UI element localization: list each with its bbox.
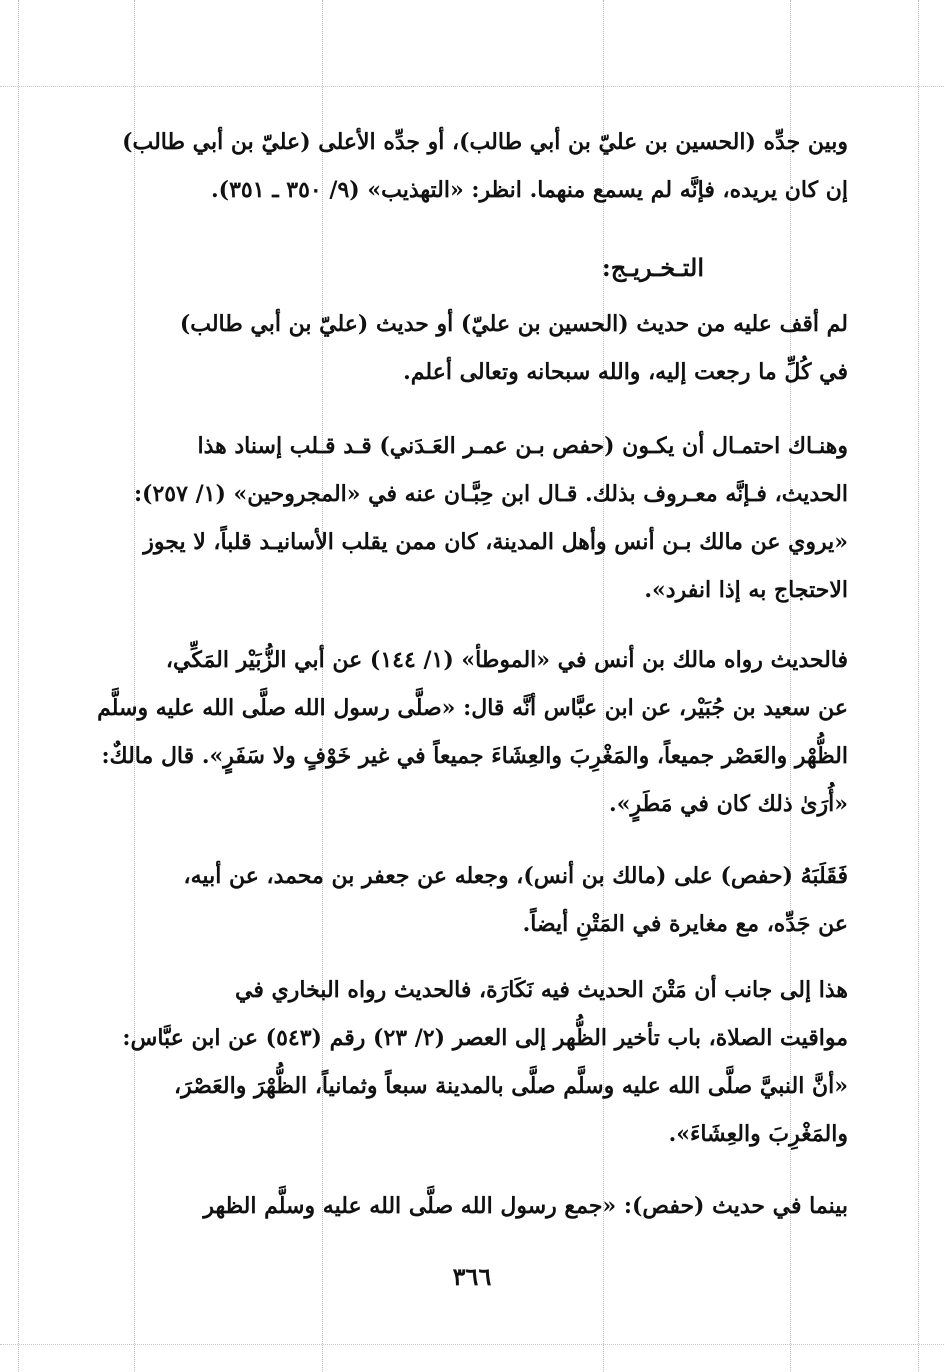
text-line: «أُرَىٰ ذلك كان في مَطَرٍ». — [609, 791, 848, 817]
text-line: الحديث، فـإنَّه معـروف بذلك. قـال ابن حِبَّـان عنه في «المجروحين» (١/ ٢٥٧): — [133, 481, 848, 507]
text-line: وهنـاك احتمـال أن يكـون (حفص بـن عمـر العَـدَني) قـد قـلب إسناد هذا — [197, 433, 848, 459]
text-line: فالحديث رواه مالك بن أنس في «الموطأ» (١/ ١٤٤) عن أبي الزُّبَيْر المَكِّي، — [165, 647, 848, 673]
text-line: هذا إلى جانب أن مَتْنَ الحديث فيه نَكَارَة، فالحديث رواه البخاري في — [235, 977, 848, 1003]
text-line: عن جَدِّه، مع مغايرة في المَتْنِ أيضاً. — [522, 911, 848, 937]
footnote-continuation — [90, 118, 848, 214]
text-line: مواقيت الصلاة، باب تأخير الظُّهر إلى العصر (٢/ ٢٣) رقم (٥٤٣) عن ابن عبَّاس: — [122, 1025, 848, 1051]
paragraph-2 — [90, 422, 848, 614]
scan-guide-line — [0, 86, 944, 87]
text-line: فَقَلَبَهُ (حفص) على (مالك بن أنس)، وجعله عن جعفر بن محمد، عن أبيه، — [183, 863, 848, 889]
page-number: ٣٦٦ — [452, 1262, 492, 1291]
paragraph-5 — [90, 966, 848, 1158]
scan-guide-line — [918, 0, 919, 1372]
paragraph-3 — [90, 636, 848, 828]
text-line: لم أقف عليه من حديث (الحسين بن عليّ) أو حديث (عليّ بن أبي طالب) — [179, 311, 848, 337]
text-line: الاحتجاج به إذا انفرد». — [644, 577, 848, 603]
text-line: بينما في حديث (حفص): «جمع رسول الله صلَّى الله عليه وسلَّم الظهر — [203, 1193, 848, 1219]
text-line: وبين جدِّه (الحسين بن عليّ بن أبي طالب)، أو جدِّه الأعلى (عليّ بن أبي طالب) — [122, 129, 848, 155]
text-line: إن كان يريده، فإنَّه لم يسمع منهما. انظر: «التهذيب» (٩/ ٣٥٠ ـ ٣٥١). — [211, 177, 848, 203]
scan-guide-line — [0, 1344, 944, 1345]
text-line: الظُّهْر والعَصْر جميعاً، والمَغْرِبَ والعِشَاءَ جميعاً في غير خَوْفٍ ولا سَفَرٍ». قال مالكٌ: — [101, 743, 848, 769]
text-line: في كُلِّ ما رجعت إليه، والله سبحانه وتعالى أعلم. — [403, 359, 848, 385]
paragraph-1 — [90, 300, 848, 396]
text-line: والمَغْرِبَ والعِشَاءَ». — [668, 1121, 848, 1147]
paragraph-6 — [90, 1182, 848, 1230]
text-line: عن سعيد بن جُبَيْر، عن ابن عبَّاس أنَّه قال: «صلَّى رسول الله صلَّى الله عليه وسلَّم — [97, 695, 848, 721]
paragraph-4 — [90, 852, 848, 948]
text-line: «أنَّ النبيَّ صلَّى الله عليه وسلَّم صلَّى بالمدينة سبعاً وثمانياً، الظُّهْرَ والعَصْرَ، — [173, 1073, 848, 1099]
scan-guide-line — [18, 0, 19, 1372]
text-line: «يروي عن مالك بـن أنس وأهل المدينة، كان ممن يقلب الأسانيـد قلباً، لا يجوز — [143, 529, 848, 555]
section-heading: التـخـريـج: — [601, 253, 704, 282]
